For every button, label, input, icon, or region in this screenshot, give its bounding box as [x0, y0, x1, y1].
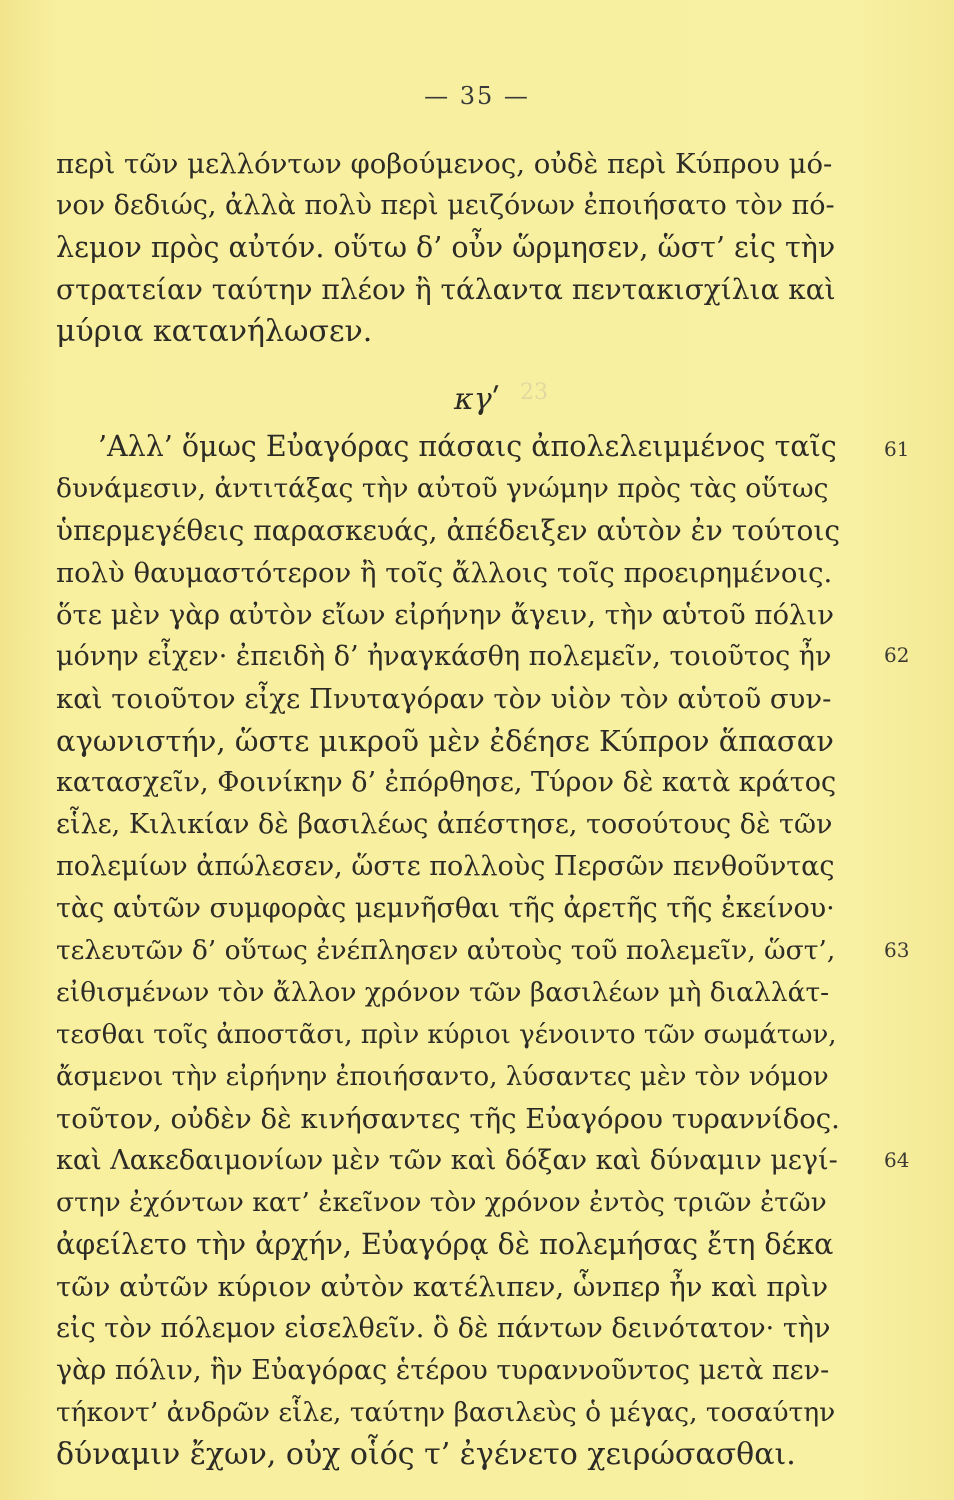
- text-line: εἰθισμένων τὸν ἄλλον χρόνον τῶν βασιλέων μὴ διαλλάτ-: [56, 977, 830, 1008]
- text-line: εἷλε, Κιλικίαν δὲ βασιλέως ἀπέστησε, τοσούτους δὲ τῶν: [56, 809, 833, 840]
- text-line: μόνην εἶχεν· ἐπειδὴ δ’ ἠναγκάσθη πολεμεῖν, τοιοῦτος ἦν: [56, 641, 832, 672]
- text-line: πολεμίων ἀπώλεσεν, ὥστε πολλοὺς Περσῶν πενθοῦντας: [56, 851, 835, 882]
- text-line: ’Αλλ’ ὅμως Εὐαγόρας πάσαις ἀπολελειμμένος ταῖς: [98, 430, 837, 463]
- text-line: τελευτῶν δ’ οὕτως ἐνέπλησεν αὐτοὺς τοῦ πολεμεῖν, ὥστ’,: [56, 935, 836, 966]
- margin-section-number: 64: [884, 1148, 910, 1172]
- faint-pencil-mark: 23: [520, 380, 548, 405]
- text-line: νον δεδιώς, ἀλλὰ πολὺ περὶ μειζόνων ἐποιήσατο τὸν πό-: [56, 190, 835, 221]
- text-line: τεσθαι τοῖς ἀποστᾶσι, πρὶν κύριοι γένοιντο τῶν σωμάτων,: [56, 1020, 837, 1050]
- margin-section-number: 62: [884, 643, 910, 667]
- text-line: ὑπερμεγέθεις παρασκευάς, ἀπέδειξεν αὑτὸν ἐν τούτοις: [56, 514, 840, 547]
- text-line: τῶν αὐτῶν κύριον αὐτὸν κατέλιπεν, ὧνπερ ἦν καὶ πρὶν: [56, 1271, 829, 1303]
- text-line: ἀφείλετο τὴν ἀρχήν, Εὐαγόρᾳ δὲ πολεμήσας ἔτη δέκα: [56, 1228, 834, 1261]
- text-line: στην ἐχόντων κατ’ ἐκεῖνον τὸν χρόνον ἐντὸς τριῶν ἐτῶν: [56, 1187, 827, 1218]
- text-line: δύναμιν ἔχων, οὐχ οἷός τ’ ἐγένετο χειρώσασθαι.: [56, 1437, 796, 1472]
- margin-section-number: 61: [884, 437, 910, 461]
- text-line: τοῦτον, οὐδὲν δὲ κινήσαντες τῆς Εὐαγόρου τυραννίδος.: [56, 1103, 840, 1135]
- text-line: τὰς αὑτῶν συμφορὰς μεμνῆσθαι τῆς ἀρετῆς τῆς ἐκείνου·: [56, 893, 835, 924]
- margin-section-number: 63: [884, 938, 910, 962]
- text-line: κατασχεῖν, Φοινίκην δ’ ἐπόρθησε, Τύρον δὲ κατὰ κράτος: [56, 767, 837, 798]
- text-line: πολὺ θαυμαστότερον ἢ τοῖς ἄλλοις τοῖς προειρημένοις.: [56, 557, 833, 589]
- text-line: περὶ τῶν μελλόντων φοβούμενος, οὐδὲ περὶ Κύπρου μό-: [56, 148, 833, 180]
- text-line: εἰς τὸν πόλεμον εἰσελθεῖν. ὃ δὲ πάντων δεινότατον· τὴν: [56, 1313, 831, 1344]
- text-line: στρατείαν ταύτην πλέον ἢ τάλαντα πεντακισχίλια καὶ: [56, 273, 836, 306]
- page-number: — 35 —: [424, 82, 530, 110]
- text-line: τήκοντ’ ἀνδρῶν εἷλε, ταύτην βασιλεὺς ὁ μέγας, τοσαύτην: [56, 1397, 836, 1428]
- text-line: καὶ Λακεδαιμονίων μὲν τῶν καὶ δόξαν καὶ δύναμιν μεγί-: [56, 1145, 838, 1176]
- text-line: μύρια κατανήλωσεν.: [56, 314, 373, 349]
- text-line: ἄσμενοι τὴν εἰρήνην ἐποιήσαντο, λύσαντες μὲν τὸν νόμον: [56, 1062, 829, 1092]
- text-line: ὅτε μὲν γὰρ αὐτὸν εἴων εἰρήνην ἄγειν, τὴν αὑτοῦ πόλιν: [56, 599, 834, 631]
- text-line: καὶ τοιοῦτον εἶχε Πνυταγόραν τὸν υἱὸν τὸν αὑτοῦ συν-: [56, 683, 832, 715]
- text-line: γὰρ πόλιν, ἣν Εὐαγόρας ἑτέρου τυραννοῦντος μετὰ πεν-: [56, 1355, 830, 1386]
- text-line: αγωνιστήν, ὥστε μικροῦ μὲν ἐδέησε Κύπρον ἅπασαν: [56, 724, 834, 758]
- section-heading: κγʹ: [454, 382, 500, 417]
- text-line: λεμον πρὸς αὐτόν. οὕτω δ’ οὖν ὥρμησεν, ὥστ’ εἰς τὴν: [56, 231, 836, 264]
- text-line: δυνάμεσιν, ἀντιτάξας τὴν αὐτοῦ γνώμην πρὸς τὰς οὕτως: [56, 473, 829, 504]
